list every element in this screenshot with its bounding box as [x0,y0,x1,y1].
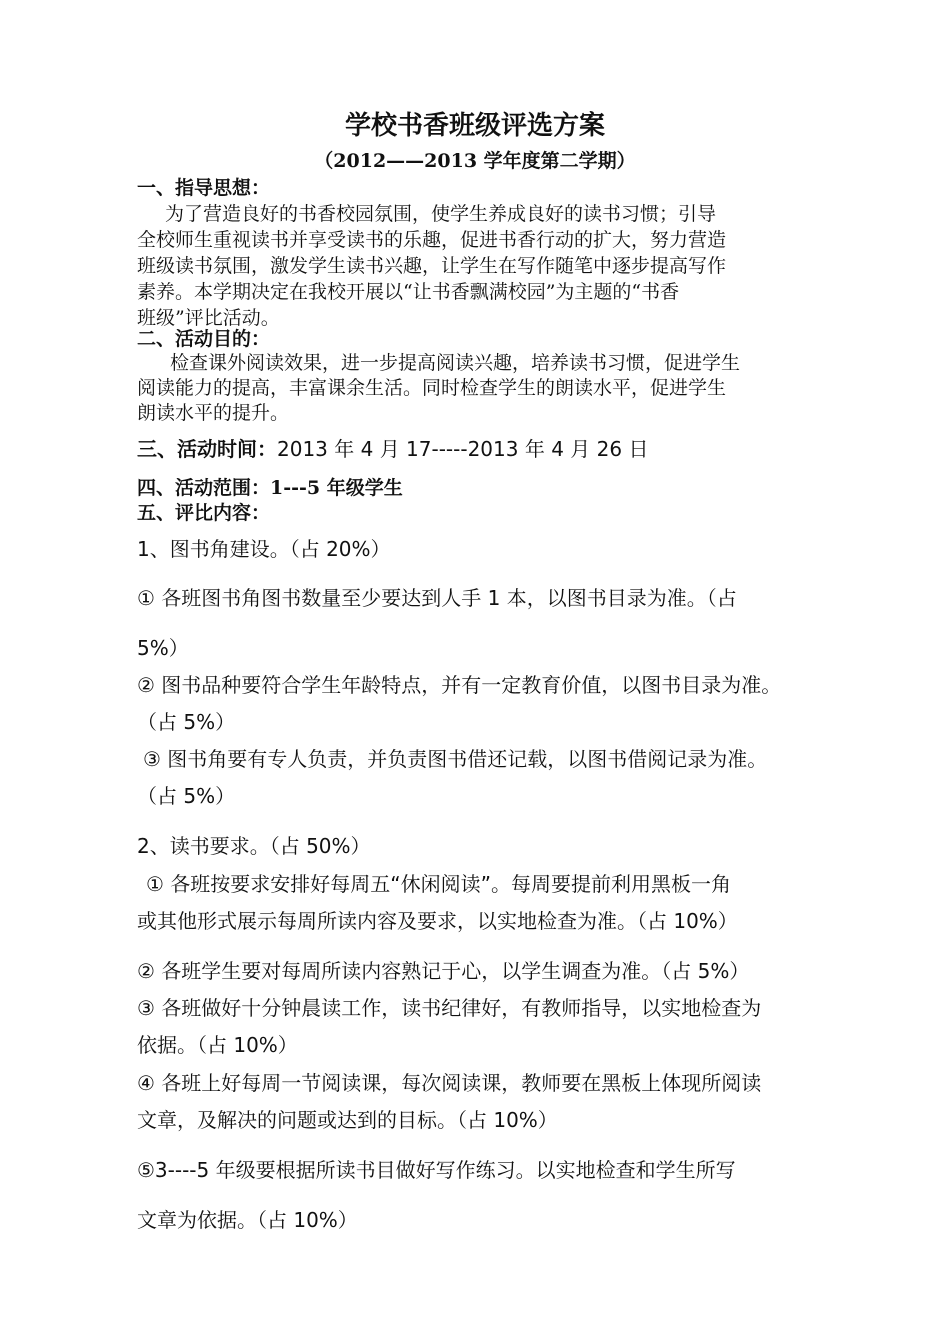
list-item: ② 各班学生要对每周所读内容熟记于心，以学生调查为准。（占 5%） [137,959,750,983]
page-subtitle: （2012——2013 学年度第二学期） [314,150,636,172]
section-1-line: 全校师生重视读书并享受读书的乐趣，促进书香行动的扩大，努力营造 [137,229,727,251]
activity-scope-value: 1---5 年级学生 [270,477,403,499]
section-1-line: 班级”评比活动。 [137,307,280,329]
list-item: 1、图书角建设。（占 20%） [137,537,391,561]
list-item: 5%） [137,636,189,660]
list-item: ② 图书品种要符合学生年龄特点，并有一定教育价值，以图书目录为准。 [137,673,782,697]
list-item: （占 5%） [137,710,236,734]
list-item: 2、读书要求。（占 50%） [137,834,371,858]
list-item: ⑤3----5 年级要根据所读书目做好写作练习。以实地检查和学生所写 [137,1158,736,1182]
list-item: 或其他形式展示每周所读内容及要求，以实地检查为准。（占 10%） [137,909,738,933]
section-4-heading: 四、活动范围： [137,477,271,499]
activity-time-value: 2013 年 4 月 17-----2013 年 4 月 26 日 [277,437,649,461]
section-1-line: 为了营造良好的书香校园氛围，使学生养成良好的读书习惯；引导 [165,203,717,225]
section-2-line: 检查课外阅读效果，进一步提高阅读兴趣，培养读书习惯，促进学生 [170,352,741,374]
section-4 [137,475,403,501]
section-1-heading: 一、指导思想： [137,177,271,199]
section-1-line: 班级读书氛围，激发学生读书兴趣，让学生在写作随笔中逐步提高写作 [137,255,727,277]
section-1-line: 素养。本学期决定在我校开展以“让书香飘满校园”为主题的“书香 [137,281,680,303]
section-2-line: 朗读水平的提升。 [137,402,290,424]
section-2-heading: 二、活动目的： [137,328,271,350]
list-item: ③ 各班做好十分钟晨读工作，读书纪律好，有教师指导，以实地检查为 [137,996,762,1020]
section-2-line: 阅读能力的提高，丰富课余生活。同时检查学生的朗读水平，促进学生 [137,377,727,399]
list-item: ① 各班图书角图书数量至少要达到人手 1 本，以图书目录为准。（占 [137,586,737,610]
list-item: 依据。（占 10%） [137,1033,298,1057]
section-5-heading: 五、评比内容： [137,502,271,524]
page-title: 学校书香班级评选方案 [344,111,605,141]
list-item: 文章，及解决的问题或达到的目标。（占 10%） [137,1108,558,1132]
list-item: ③ 图书角要有专人负责，并负责图书借还记载，以图书借阅记录为准。 [143,747,768,771]
section-3 [137,436,648,462]
list-item: 文章为依据。（占 10%） [137,1208,358,1232]
list-item: ① 各班按要求安排好每周五“休闲阅读”。每周要提前利用黑板一角 [146,872,732,896]
list-item: ④ 各班上好每周一节阅读课，每次阅读课，教师要在黑板上体现所阅读 [137,1071,762,1095]
section-3-heading: 三、活动时间： [137,437,277,461]
list-item: （占 5%） [137,784,236,808]
